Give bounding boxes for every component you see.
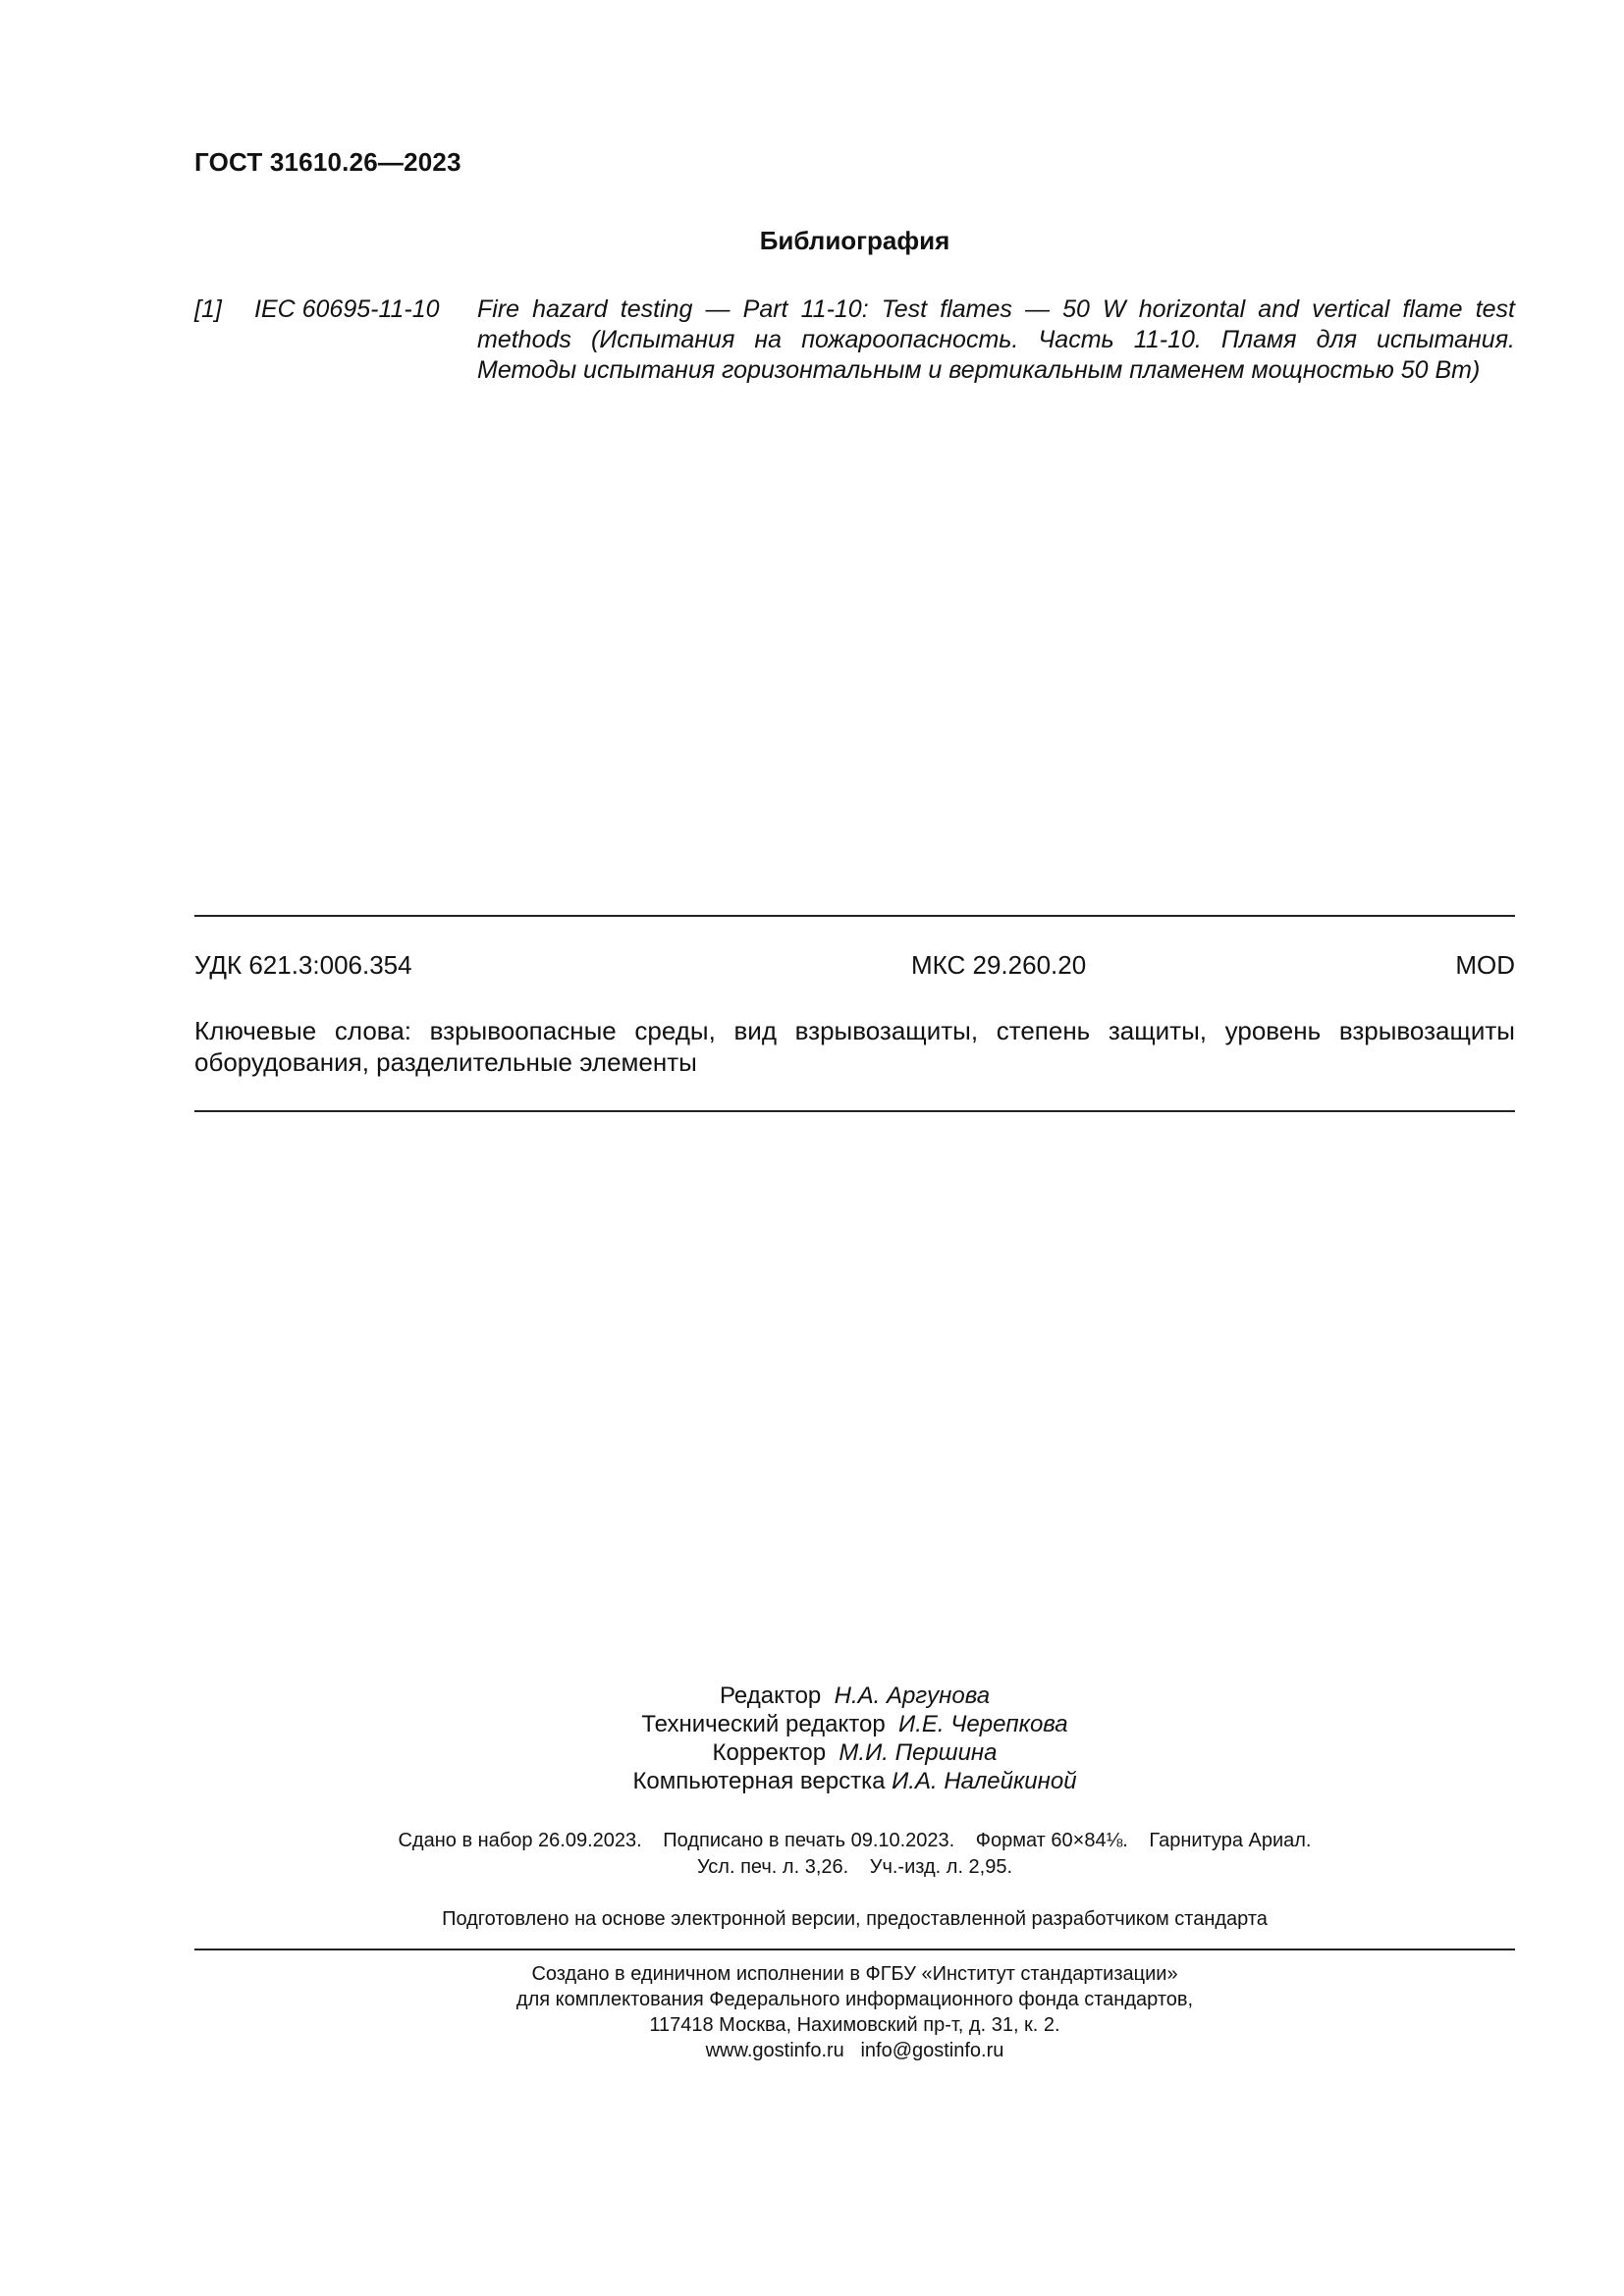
print-info-line-1 <box>194 1828 1515 1854</box>
publisher-address: 117418 Москва, Нахимовский пр-т, д. 31, к. 2. <box>649 2014 1060 2036</box>
credit-role: Корректор <box>712 1739 827 1766</box>
mod-marker: MOD <box>1455 950 1515 980</box>
credit-layout <box>194 1767 1515 1795</box>
credit-name: И.Е. Черепкова <box>898 1711 1068 1737</box>
divider-bottom <box>194 1110 1515 1112</box>
print-sheets: Усл. печ. л. 3,26. <box>696 1856 849 1878</box>
publisher-block <box>194 1961 1515 2063</box>
publisher-contacts <box>194 2038 1515 2063</box>
print-info <box>194 1828 1515 1881</box>
credit-role: Компьютерная верстка <box>632 1768 886 1794</box>
credit-tech-editor <box>194 1710 1515 1738</box>
prepared-note: Подготовлено на основе электронной версии, предоставленной разработчиком стандарта <box>442 1908 1268 1930</box>
divider-footer <box>194 1949 1515 1950</box>
keywords-line-1: Ключевые слова: взрывоопасные среды, вид взрывозащиты, степень защиты, уровень взрывозащиты <box>194 1016 1515 1045</box>
publisher-line-2: для комплектования Федерального информационного фонда стандартов, <box>515 1989 1194 2010</box>
keywords <box>194 1015 1515 1078</box>
credit-role: Редактор <box>719 1682 822 1709</box>
edit-sheets: Уч.-изд. л. 2,95. <box>869 1856 1013 1878</box>
credit-name: И.А. Налейкиной <box>892 1768 1077 1794</box>
page-header-doc-number: ГОСТ 31610.26—2023 <box>194 147 461 177</box>
udc-code: УДК 621.3:006.354 <box>194 950 412 980</box>
publisher-email-link[interactable]: info@gostinfo.ru <box>860 2040 1004 2061</box>
print-typeface: Гарнитура Ариал. <box>1149 1830 1312 1851</box>
print-info-line-2 <box>194 1854 1515 1881</box>
bibliography-entry-code: IEC 60695-11-10 <box>254 295 440 323</box>
mks-code: МКС 29.260.20 <box>911 950 1087 980</box>
bibliography-entry-number: [1] <box>194 295 222 323</box>
bibliography-entry-text: Fire hazard testing — Part 11-10: Test flames — 50 W horizontal and vertical flame test methods (Испытания на пожароопасность. Часть 11-10. Пламя для испытания. Методы испытания горизонтальным и вертикальным пламенем мощностью 50 Вт) <box>477 295 1515 384</box>
credit-editor <box>194 1682 1515 1710</box>
credit-role: Технический редактор <box>641 1711 886 1737</box>
bibliography-title: Библиография <box>759 226 950 255</box>
credit-proofreader <box>194 1738 1515 1767</box>
divider-top <box>194 915 1515 917</box>
publisher-website-link[interactable]: www.gostinfo.ru <box>705 2040 844 2061</box>
credits-block <box>194 1682 1515 1795</box>
publisher-line-1: Создано в единичном исполнении в ФГБУ «Институт стандартизации» <box>531 1963 1178 1985</box>
credit-name: М.И. Першина <box>839 1739 998 1766</box>
print-signed: Подписано в печать 09.10.2023. <box>663 1830 955 1851</box>
print-submitted: Сдано в набор 26.09.2023. <box>398 1830 642 1851</box>
print-format: Формат 60×84⅛. <box>975 1830 1128 1851</box>
keywords-line-2: оборудования, разделительные элементы <box>194 1047 697 1077</box>
classification-row <box>194 950 1515 984</box>
credit-name: Н.А. Аргунова <box>834 1682 991 1709</box>
